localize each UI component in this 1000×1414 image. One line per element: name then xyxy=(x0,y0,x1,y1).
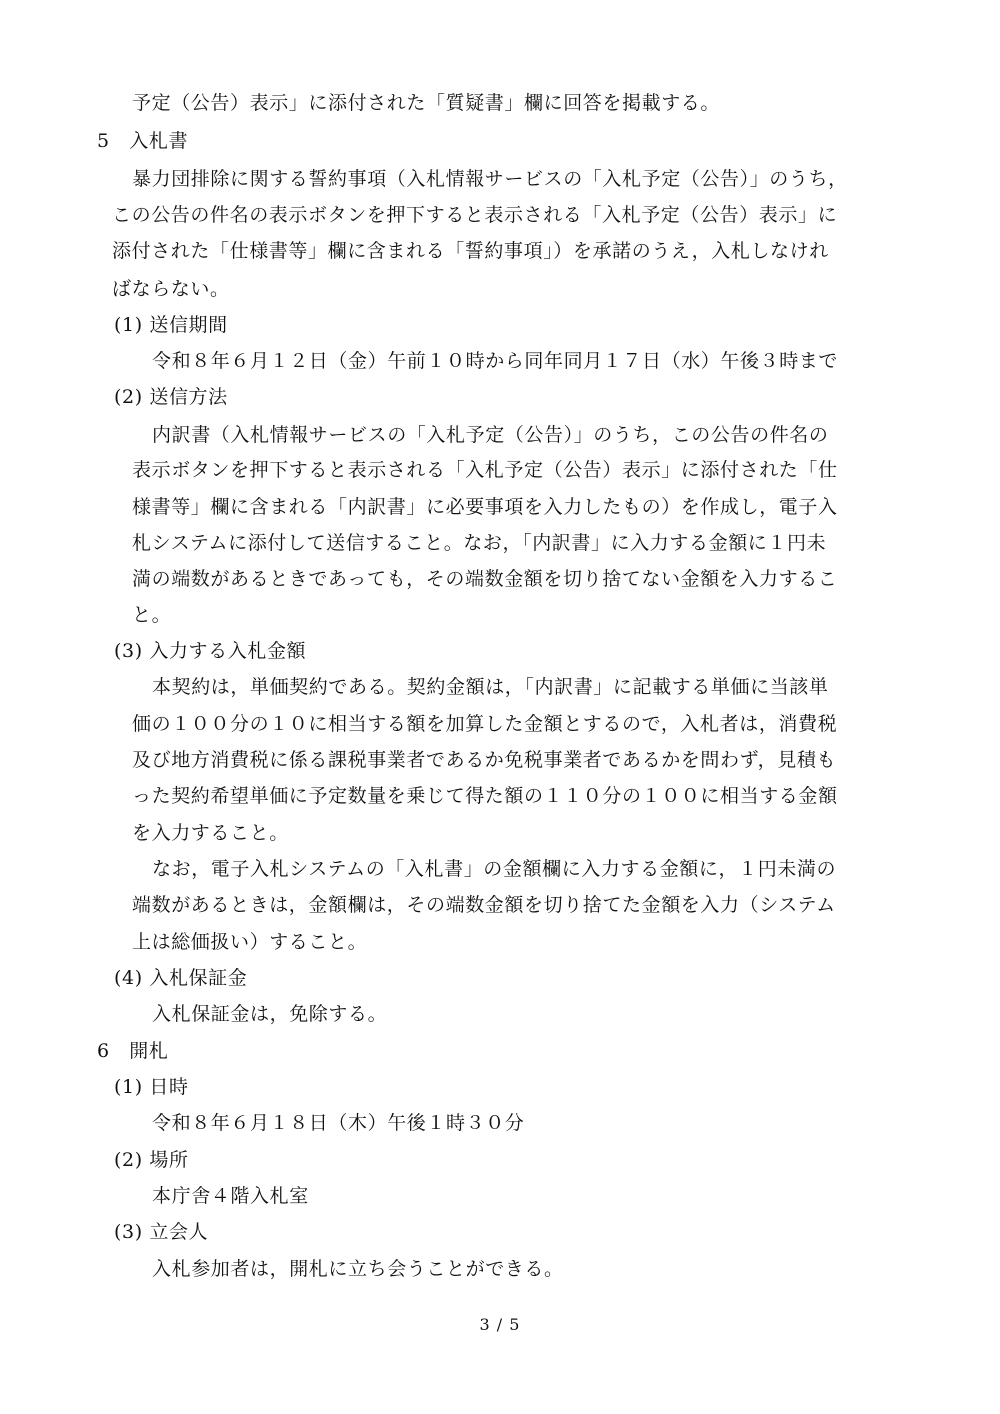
body-text-line: を入力すること。 xyxy=(132,822,289,844)
body-text-line: 入札参加者は，開札に立ち会うことができる。 xyxy=(152,1258,564,1280)
body-text-line: 様書等」欄に含まれる「内訳書」に必要事項を入力したもの）を作成し，電子入 xyxy=(132,496,838,518)
body-text-line: 本契約は，単価契約である。契約金額は，「内訳書」に記載する単価に当該単 xyxy=(152,676,829,698)
subsection-heading: (3) 立会人 xyxy=(114,1221,209,1243)
subsection-heading: (2) 場所 xyxy=(114,1149,189,1171)
body-text-line: 内訳書（入札情報サービスの「入札予定（公告）」のうち，この公告の件名の xyxy=(152,424,829,446)
body-text-line: 札システムに添付して送信すること。なお，「内訳書」に入力する金額に１円未 xyxy=(132,532,827,554)
body-text-line: この公告の件名の表示ボタンを押下すると表示される「入札予定（公告）表示」に xyxy=(112,204,838,226)
body-text-line: 満の端数があるときであっても，その端数金額を切り捨てない金額を入力するこ xyxy=(132,568,838,590)
section-heading-6: 6 開札 xyxy=(97,1040,169,1062)
body-text-line: 表示ボタンを押下すると表示される「入札予定（公告）表示」に添付された「仕 xyxy=(132,459,838,481)
body-text-line: 入札保証金は，免除する。 xyxy=(152,1003,388,1025)
body-text-line: 上は総価扱い）すること。 xyxy=(132,931,368,953)
subsection-heading: (1) 日時 xyxy=(114,1076,189,1098)
body-text-line: 本庁舎４階入札室 xyxy=(152,1185,309,1207)
body-text-line: 暴力団排除に関する誓約事項（入札情報サービスの「入札予定（公告）」のうち， xyxy=(132,168,848,190)
subsection-heading: (1) 送信期間 xyxy=(114,314,228,336)
subsection-heading: (3) 入力する入札金額 xyxy=(114,640,307,662)
subsection-heading: (2) 送信方法 xyxy=(114,386,228,408)
section-heading-5: 5 入札書 xyxy=(97,130,189,152)
body-text-line: と。 xyxy=(132,604,172,626)
body-text-line: 令和８年６月１８日（木）午後１時３０分 xyxy=(152,1112,525,1134)
body-text-line: 予定（公告）表示」に添付された「質疑書」欄に回答を掲載する。 xyxy=(132,92,721,114)
body-text-line: 添付された「仕様書等」欄に含まれる「誓約事項」）を承諾のうえ，入札しなけれ xyxy=(112,240,829,262)
body-text-line: ばならない。 xyxy=(112,278,230,300)
body-text-line: なお，電子入札システムの「入札書」の金額欄に入力する金額に，１円未満の xyxy=(152,858,837,880)
body-text-line: 価の１００分の１０に相当する額を加算した金額とするので，入札者は，消費税 xyxy=(132,713,838,735)
body-text-line: 及び地方消費税に係る課税事業者であるか免税事業者であるかを問わず，見積も xyxy=(132,749,837,771)
body-text-line: った契約希望単価に予定数量を乗じて得た額の１１０分の１００に相当する金額 xyxy=(132,785,838,807)
subsection-heading: (4) 入札保証金 xyxy=(114,967,248,989)
page-number: 3 / 5 xyxy=(479,1315,521,1334)
body-text-line: 令和８年６月１２日（金）午前１０時から同年同月１７日（水）午後３時まで xyxy=(152,350,839,372)
body-text-line: 端数があるときは，金額欄は，その端数金額を切り捨てた金額を入力（システム xyxy=(132,894,836,916)
